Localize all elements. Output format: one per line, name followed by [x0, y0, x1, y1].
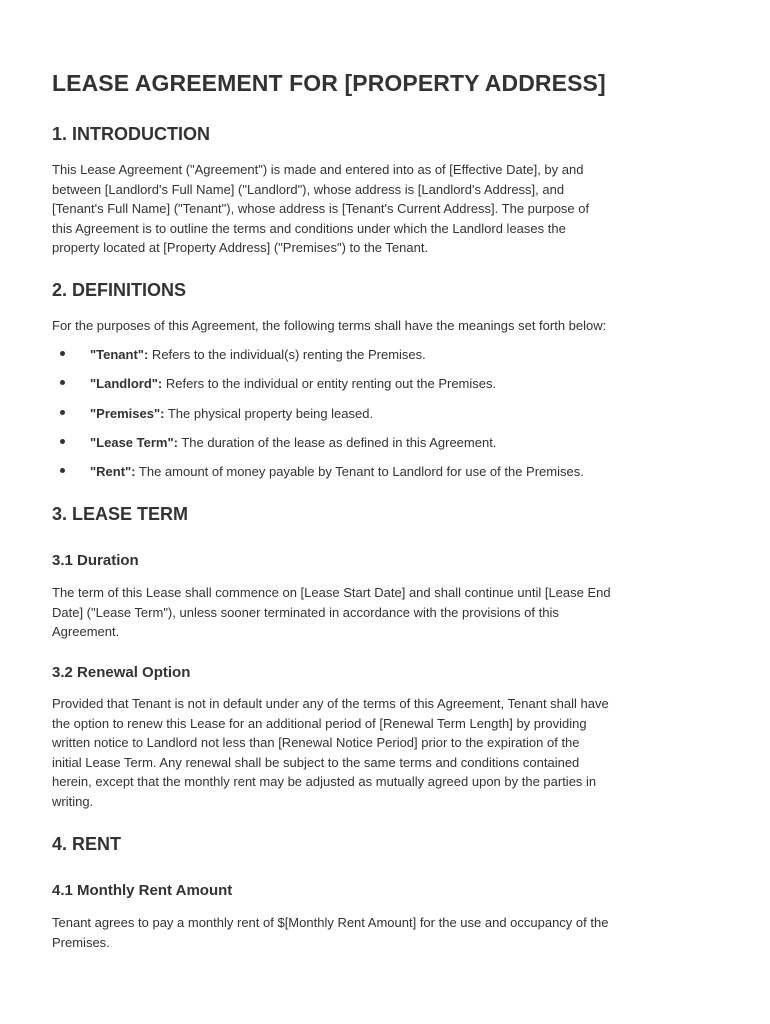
definition-text: The amount of money payable by Tenant to Landlord for use of the Premises.: [135, 464, 584, 480]
paragraph-line: writing.: [52, 793, 94, 809]
bullet-icon: [60, 439, 65, 444]
section-heading-rent: 4. RENT: [52, 834, 122, 854]
paragraph-line: Date] ("Lease Term"), unless sooner terminated in accordance with the provisions of this: [52, 604, 559, 620]
monthly-rent-paragraph: [52, 913, 722, 952]
subsection-heading-duration: 3.1 Duration: [52, 552, 139, 569]
renewal-paragraph: [52, 694, 722, 812]
definition-term: "Lease Term":: [90, 434, 178, 450]
paragraph-line: herein, except that the monthly rent may be adjusted as mutually agreed upon by the parties in: [52, 774, 597, 790]
list-item: [52, 345, 732, 374]
section-heading-introduction: 1. INTRODUCTION: [52, 124, 211, 144]
paragraph-line: Premises.: [52, 934, 110, 950]
paragraph-line: Agreement.: [52, 624, 120, 640]
definition-text: The physical property being leased.: [164, 405, 374, 421]
paragraph-line: the option to renew this Lease for an additional period of [Renewal Term Length] by providing: [52, 715, 587, 731]
paragraph-line: This Lease Agreement ("Agreement") is made and entered into as of [Effective Date], by and: [52, 162, 584, 177]
paragraph-line: written notice to Landlord not less than [Renewal Notice Period] prior to the expiration of the: [52, 735, 580, 751]
subsection-heading-renewal-option: 3.2 Renewal Option: [52, 664, 191, 681]
definition-term: "Landlord":: [90, 376, 163, 392]
paragraph-line: initial Lease Term. Any renewal shall be subject to the same terms and conditions contained: [52, 754, 580, 770]
duration-paragraph: [52, 583, 722, 642]
bullet-icon: [60, 351, 65, 356]
definitions-intro: For the purposes of this Agreement, the following terms shall have the meanings set forth below:: [52, 318, 607, 333]
definitions-list: [52, 345, 732, 491]
bullet-icon: [60, 380, 65, 385]
definition-text: Refers to the individual(s) renting the Premises.: [148, 347, 426, 362]
list-item: [52, 404, 732, 433]
bullet-icon: [60, 410, 65, 415]
paragraph-line: this Agreement is to outline the terms and conditions under which the Landlord leases the: [52, 220, 566, 236]
list-item: [52, 433, 732, 462]
section-heading-lease-term: 3. LEASE TERM: [52, 504, 189, 524]
document-title: LEASE AGREEMENT FOR [PROPERTY ADDRESS]: [52, 70, 606, 96]
list-item: [52, 462, 732, 491]
definition-term: "Tenant":: [90, 347, 149, 362]
definition-text: The duration of the lease as defined in this Agreement.: [177, 434, 497, 450]
definition-term: "Premises":: [90, 405, 165, 421]
bullet-icon: [60, 468, 65, 473]
paragraph-line: between [Landlord's Full Name] ("Landlord"), whose address is [Landlord's Address], and: [52, 181, 565, 197]
definition-text: Refers to the individual or entity renting out the Premises.: [162, 376, 497, 392]
subsection-heading-monthly-rent-amount: 4.1 Monthly Rent Amount: [52, 882, 233, 899]
paragraph-line: Tenant agrees to pay a monthly rent of $[Monthly Rent Amount] for the use and occupancy of the: [52, 915, 609, 930]
paragraph-line: The term of this Lease shall commence on [Lease Start Date] and shall continue until [Lease End: [52, 585, 611, 600]
list-item: [52, 374, 732, 403]
introduction-paragraph: [52, 160, 722, 258]
paragraph-line: [Tenant's Full Name] ("Tenant"), whose address is [Tenant's Current Address]. The purpose of: [52, 201, 590, 217]
paragraph-line: property located at [Property Address] ("Premises") to the Tenant.: [52, 240, 429, 256]
definition-term: "Rent":: [90, 464, 136, 480]
paragraph-line: Provided that Tenant is not in default under any of the terms of this Agreement, Tenant shall have: [52, 696, 609, 711]
section-heading-definitions: 2. DEFINITIONS: [52, 280, 187, 300]
